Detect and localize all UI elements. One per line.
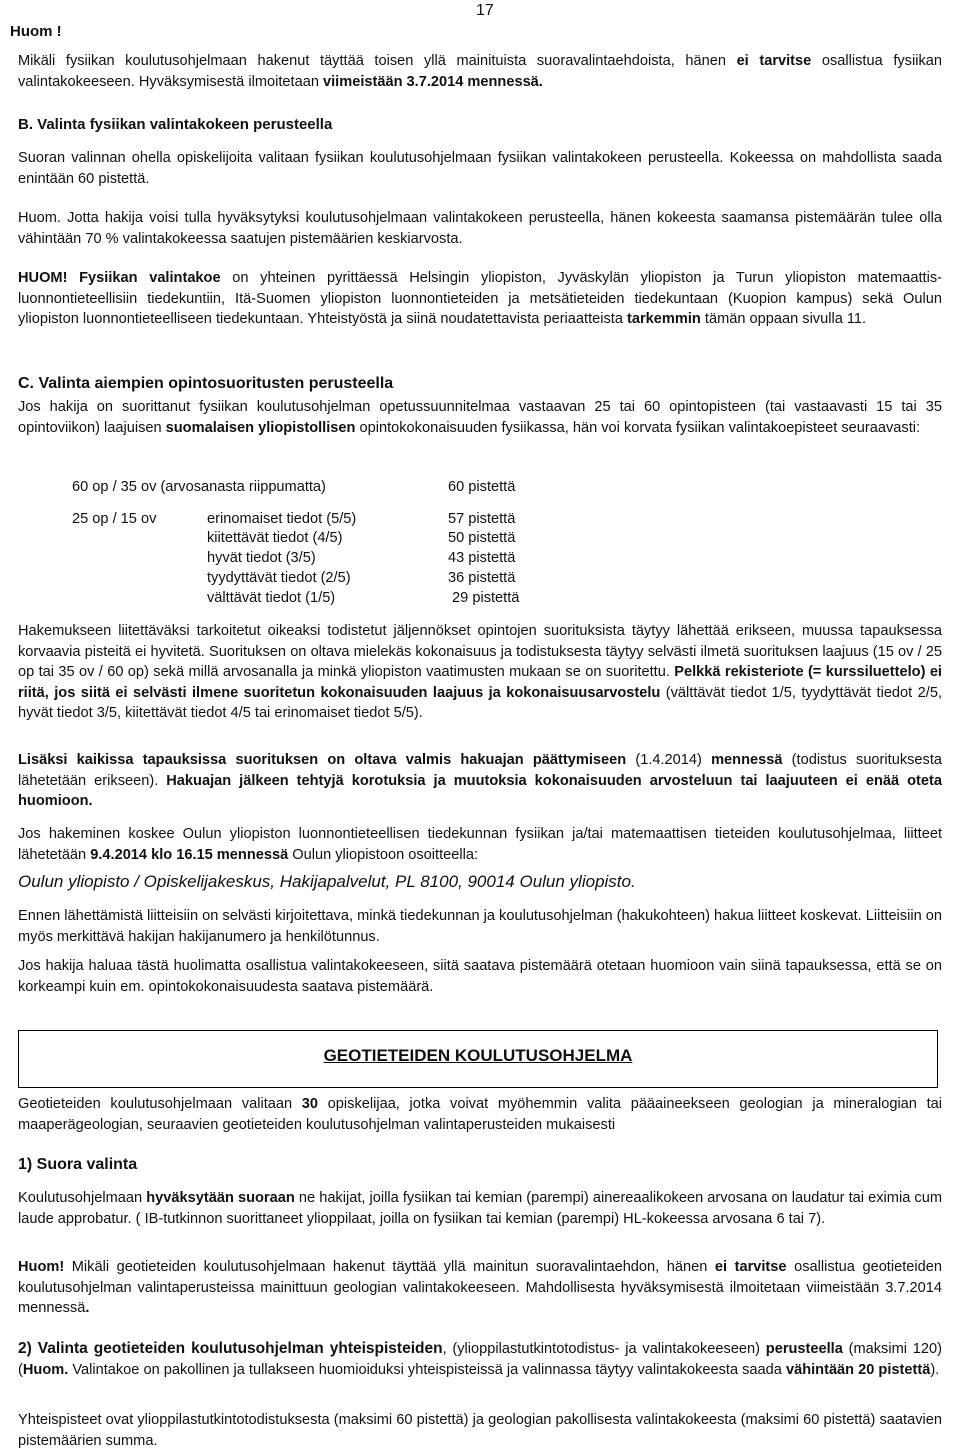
score-points: 36 pistettä	[448, 570, 516, 586]
score-grade: kiitettävät tiedot (4/5)	[207, 530, 343, 546]
huom-heading: Huom !	[10, 23, 62, 40]
score-row-60op-label: 60 op / 35 ov (arvosanasta riippumatta)	[72, 479, 326, 495]
paragraph-direct-selection-note: Mikäli fysiikan koulutusohjelmaan hakenut täyttää toisen yllä mainituista suoravalintaehdoista, hänen ei tarvitse osallistua fysiikan valintakokeeseen. Hyväksymisestä ilmoitetaan viimeistään 3.7.2014 mennessä.	[18, 53, 942, 90]
score-group-25op-label: 25 op / 15 ov	[72, 511, 157, 527]
paragraph-exam-optional: Jos hakija haluaa tästä huolimatta osallistua valintakokeeseen, siitä saatava pistemäärä otetaan huomioon vain siinä tapauksessa, että se on korkeampi kuin em. opintokokonaisuudesta saatava pistemäärä.	[18, 958, 942, 995]
score-grade: välttävät tiedot (1/5)	[207, 590, 336, 606]
score-grade: erinomaiset tiedot (5/5)	[207, 511, 357, 527]
paragraph-oulu-send: Jos hakeminen koskee Oulun yliopiston luonnontieteellisen tiedekunnan fysiikan ja/tai matemaattisen tieteiden koulutusohjelmaa, liitteet lähetetään 9.4.2014 klo 16.15 mennessä Oulun yliopistoon osoitteella:	[18, 826, 942, 863]
paragraph-geo-direct: Koulutusohjelmaan hyväksytään suoraan ne hakijat, joilla fysiikan tai kemian (parempi) ainereaalikokeen arvosana on laudatur tai eximia cum laude approbatur. ( IB-tutkinnon suorittaneet ylioppilaat, joilla on fysiikan tai kemian (parempi) HL-kokeessa arvosana 6 tai 7).	[18, 1190, 942, 1227]
paragraph-geo-total: Yhteispisteet ovat ylioppilastutkintotodistuksesta (maksimi 60 pistettä) ja geologian pakollisesta valintakokeesta (maksimi 60 pistettä) saatavien pistemäärien summa.	[18, 1412, 942, 1449]
paragraph-geo-intro: Geotieteiden koulutusohjelmaan valitaan 30 opiskelijaa, jotka voivat myöhemmin valita pääaineekseen geologian ja mineralogian tai maaperägeologian, seuraavien geotieteiden koulutusohjelman valintaperusteiden mukaisesti	[18, 1096, 942, 1133]
score-points: 50 pistettä	[448, 530, 516, 546]
paragraph-entrance-exam: Suoran valinnan ohella opiskelijoita valitaan fysiikan koulutusohjelmaan fysiikan valintakokeen perusteella. Kokeessa on mahdollista saada enintään 60 pistettä.	[18, 150, 942, 187]
score-row-60op-points: 60 pistettä	[448, 479, 516, 495]
paragraph-labeling: Ennen lähettämistä liitteisiin on selvästi kirjoitettava, minkä tiedekunnan ja koulutusohjelman (hakukohteen) hakua liitteet koskevat. Liitteisiin on myös merkittävä hakijan hakijanumero ja henkilötunnus.	[18, 908, 942, 945]
paragraph-prior-studies: Jos hakija on suorittanut fysiikan koulutusohjelman opetussuunnitelmaa vastaavan 25 tai 60 opintopisteen (tai vastaavasti 15 tai 35 opintoviikon) laajuisen suomalaisen yliopistollisen opintokokonaisuuden fysiikassa, hän voi korvata fysiikan valintakoepisteet seuraavasti:	[18, 399, 942, 436]
postal-address: Oulun yliopisto / Opiskelijakeskus, Hakijapalvelut, PL 8100, 90014 Oulun yliopisto.	[18, 872, 636, 891]
page-number: 17	[476, 2, 494, 19]
paragraph-geo-joint-points: 2) Valinta geotieteiden koulutusohjelman yhteispisteiden, (ylioppilastutkintotodistus- ja valintakokeeseen) perusteella (maksimi 120) (Huom. Valintakoe on pakollinen ja tullakseen huomioiduksi yhteispisteissä ja valinnassa täytyy valintakokeesta saada vähintään 20 pistettä).	[18, 1340, 942, 1378]
score-points: 29 pistettä	[448, 590, 520, 606]
section-b-heading: B. Valinta fysiikan valintakokeen perusteella	[18, 116, 333, 133]
paragraph-attachments: Hakemukseen liitettäväksi tarkoitetut oikeaksi todistetut jäljennökset opintojen suorituksista täytyy lähettää erikseen, muussa tapauksessa korvaavia pisteitä ei hyvitetä. Suorituksen on oltava mielekäs kokonaisuus ja todistuksesta täytyy selvästi ilmetä suorituksen laajuus (15 ov / 25 op tai 35 ov / 60 op) sekä millä arvosanalla ja minkä yliopiston vaatimusten mukaan se on suoritettu. Pelkkä rekisteriote (= kurssiluettelo) ei riitä, jos siitä ei selvästi ilmene suoritetun kokonaisuuden laajuus ja kokonaisuusarvostelu (välttävät tiedot 1/5, tyydyttävät tiedot 2/5, hyvät tiedot 3/5, kiitettävät tiedot 4/5 tai erinomaiset tiedot 5/5).	[18, 623, 942, 722]
geo-title: GEOTIETEIDEN KOULUTUSOHJELMA	[323, 1046, 633, 1065]
paragraph-huom-70-percent: Huom. Jotta hakija voisi tulla hyväksytyksi koulutusohjelmaan valintakokeen perusteella, hänen kokeesta saamansa pistemäärän tulee olla vähintään 70 % valintakokeessa saatujen pistemäärien keskiarvosta.	[18, 210, 942, 247]
suora-valinta-heading: 1) Suora valinta	[18, 1156, 138, 1173]
paragraph-joint-exam: HUOM! Fysiikan valintakoe on yhteinen pyrittäessä Helsingin yliopiston, Jyväskylän yliopiston ja Turun yliopiston matemaattis-luonnontieteellisiin tiedekuntiin, Itä-Suomen yliopiston luonnontieteiden ja metsätieteiden tiedekuntaan (Kuopion kampus) sekä Oulun yliopiston luonnontieteelliseen tiedekuntaan. Yhteistyöstä ja siinä noudatettavista periaatteista tarkemmin tämän oppaan sivulla 11.	[18, 270, 943, 328]
geo-title-box	[18, 1030, 938, 1088]
score-points: 57 pistettä	[448, 511, 516, 527]
score-points: 43 pistettä	[448, 550, 516, 566]
paragraph-deadline: Lisäksi kaikissa tapauksissa suorituksen on oltava valmis hakuajan päättymiseen (1.4.2014) mennessä (todistus suorituksesta lähetetään erikseen). Hakuajan jälkeen tehtyjä korotuksia ja muutoksia kokonaisuuden arvosteluun tai laajuuteen ei enää oteta huomioon.	[18, 752, 942, 810]
section-c-heading: C. Valinta aiempien opintosuoritusten perusteella	[18, 375, 394, 392]
score-grade: hyvät tiedot (3/5)	[207, 550, 316, 566]
paragraph-geo-huom: Huom! Mikäli geotieteiden koulutusohjelmaan hakenut täyttää yllä mainitun suoravalintaehdon, hänen ei tarvitse osallistua geotieteiden koulutusohjelman valintaperusteissa mainittuun geologian valintakokeeseen. Mahdollisesta hyväksymisestä ilmoitetaan viimeistään 3.7.2014 mennessä.	[18, 1259, 942, 1317]
score-grade: tyydyttävät tiedot (2/5)	[207, 570, 351, 586]
